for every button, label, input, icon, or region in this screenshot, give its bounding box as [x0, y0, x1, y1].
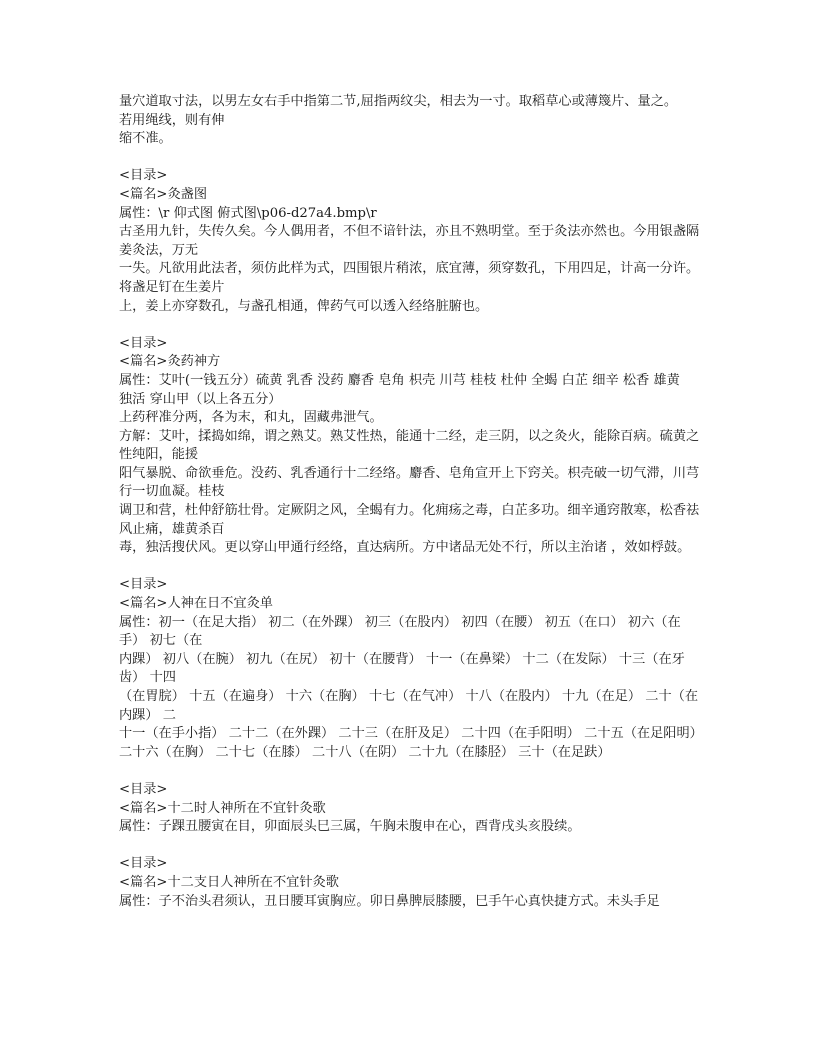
text-line: 方解：艾叶，揉捣如绵，谓之熟艾。熟艾性热，能通十二经，走三阴，以之灸火，能除百病。硫黄之性纯阳，能援: [119, 428, 700, 463]
attribute-line: 属性：子踝丑腰寅在目，卯面辰头巳三属，午胸未腹申在心，酉背戌头亥股续。: [119, 819, 581, 835]
text-block: [119, 93, 703, 149]
attribute-line: 属性：\r 仰式图 俯式图\p06-d27a4.bmp\r: [119, 205, 377, 221]
attribute-line: 属性：艾叶(一钱五分）硫黄 乳香 没药 麝香 皂角 枳壳 川芎 桂枝 杜仲 全蝎 白芷 细辛 松香 雄黄: [119, 372, 680, 388]
text-line: 上药秤准分两，各为末，和丸，固藏弗泄气。: [119, 410, 383, 426]
toc-marker: <目录>: [119, 781, 168, 797]
attribute-line: 属性：子不治头君须认，丑日腰耳寅胸应。卯日鼻脾辰膝腰，巳手午心真快捷方式。未头手足: [119, 893, 660, 909]
section-block: [119, 167, 703, 316]
paragraph-gap: [119, 837, 703, 856]
toc-marker: <目录>: [119, 335, 168, 351]
section-block: [119, 335, 703, 558]
text-line: 上，姜上亦穿数孔，与盏孔相通，俾药气可以透入经络脏腑也。: [119, 298, 489, 314]
text-line: 十一（在手小指） 二十二（在外踝） 二十三（在肝及足） 二十四（在手阳明） 二十五（在足阳明）: [119, 726, 703, 742]
document-page: [119, 93, 703, 911]
text-line: 毒，独活搜伏风。更以穿山甲通行经络，直达病所。方中诸品无处不行，所以主治诸 ，效如桴鼓。: [119, 540, 691, 556]
text-line: 阳气暴脱、命欲垂危。没药、乳香通行十二经络。麝香、皂角宣开上下窍关。枳壳破一切气滞，川芎行一切血凝。桂枝: [119, 465, 700, 500]
text-line: 量穴道取寸法，以男左女右手中指第二节,屈指两纹尖，相去为一寸。取稻草心或薄篾片、量之。: [119, 94, 678, 109]
paragraph-gap: [119, 316, 703, 335]
text-line: 独活 穿山甲（以上各五分）: [119, 391, 282, 407]
section-title: <篇名>人神在日不宜灸单: [119, 596, 273, 612]
section-block: [119, 576, 703, 762]
attribute-line: 属性：初一（在足大指） 初二（在外踝） 初三（在股内） 初四（在腰） 初五（在口） 初六（在手） 初七（在: [119, 614, 681, 649]
text-line: （在胃脘） 十五（在遍身） 十六（在胸） 十七（在气冲） 十八（在股内） 十九（在足） 二十（在内踝） 二: [119, 689, 699, 723]
text-line: 一失。凡欲用此法者，须仿此样为式，四围银片稍浓，底宜薄，须穿数孔，下用四足，计高一分许。将盏足钉在生姜片: [119, 261, 700, 295]
section-block: [119, 781, 703, 837]
paragraph-gap: [119, 762, 703, 781]
section-title: <篇名>灸药神方: [119, 354, 221, 370]
toc-marker: <目录>: [119, 168, 168, 184]
toc-marker: <目录>: [119, 577, 168, 593]
section-block: [119, 855, 703, 911]
text-line: 内踝） 初八（在腕） 初九（在尻） 初十（在腰背） 十一（在鼻梁） 十二（在发际） 十三（在牙齿） 十四: [119, 651, 685, 686]
toc-marker: <目录>: [119, 856, 168, 872]
section-title: <篇名>十二时人神所在不宜针灸歌: [119, 800, 326, 816]
text-line: 若用绳线，则有伸: [119, 112, 225, 128]
section-title: <篇名>灸盏图: [119, 186, 208, 202]
section-title: <篇名>十二支日人神所在不宜针灸歌: [119, 874, 339, 890]
text-line: 调卫和营，杜仲舒筋壮骨。定厥阴之风，全蝎有力。化痈疡之毒，白芷多功。细辛通窍散寒，松香祛风止痛，雄黄杀百: [119, 503, 700, 537]
paragraph-gap: [119, 558, 703, 577]
text-line: 缩不准。: [119, 131, 172, 147]
paragraph-gap: [119, 149, 703, 168]
text-line: 古圣用九针，失传久矣。今人偶用者，不但不谙针法，亦且不熟明堂。至于灸法亦然也。今用银盏隔姜灸法，万无: [119, 224, 700, 258]
text-line: 二十六（在胸） 二十七（在膝） 二十八（在阴） 二十九（在膝胫） 三十（在足趺）: [119, 744, 611, 760]
